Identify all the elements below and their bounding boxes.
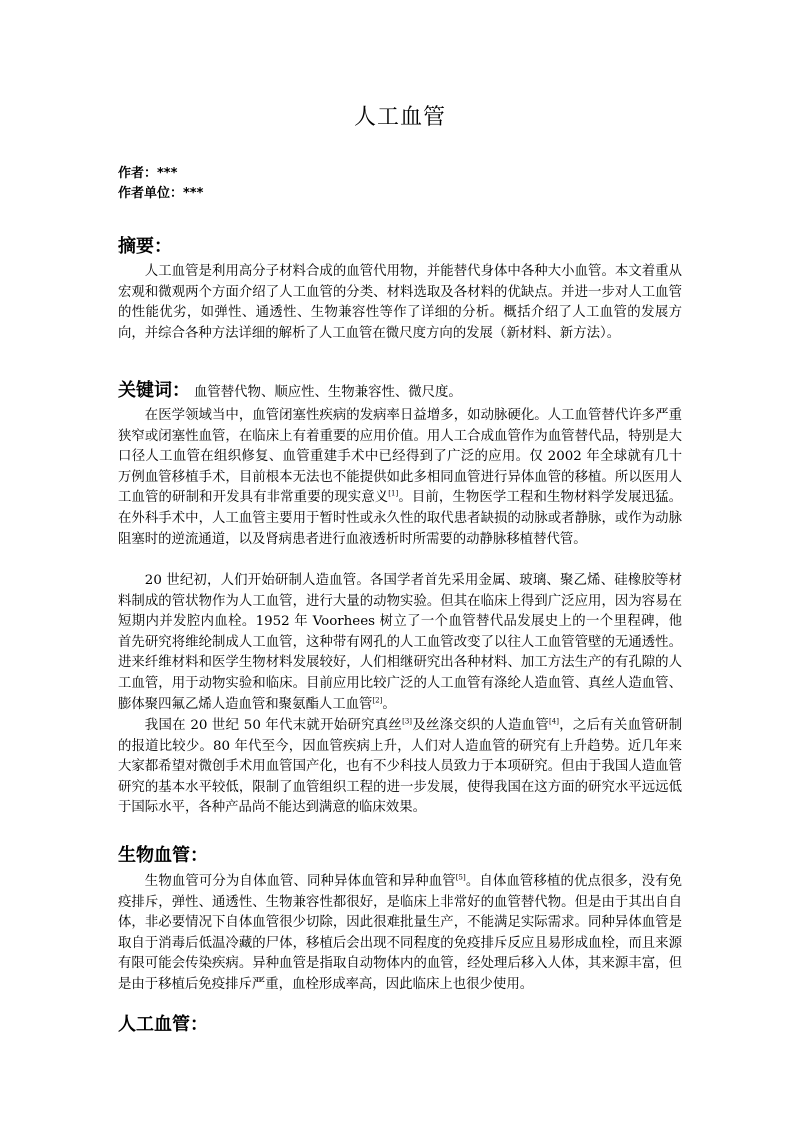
document-title: 人工血管 (353, 105, 446, 130)
keywords-row (118, 376, 682, 402)
citation-ref: [3] (402, 717, 413, 726)
paragraph-text: 在医学领域当中，血管闭塞性疾病的发病率日益增多，如动脉硬化。人工血管替代许多严重狭窄或闭塞性血管，在临床上有着重要的应用价值。用人工合成血管作为血管替代品，特别是大口径人工血管在组织修复、血管重建手术中已经得到了广泛的应用。仅 2002 年全球就有几十万例血管移植手术，目前根本无法也不能提供如此多相同血管进行异体血管的移植。所以医用人工血管的研制和开发具有非常重要的现实意义 (118, 408, 682, 506)
paragraph-text: 。目前，生物医学工程和生物材料学发展迅猛。在外科手术中，人工血管主要用于暂时性或永久性的取代患者缺损的动脉或者静脉，或作为动脉阻塞时的逆流通道，以及肾病患者进行血液透析时所需要的动静脉移植替代管。 (118, 490, 682, 547)
bio-section-heading: 生物血管： (118, 845, 208, 866)
citation-ref: [4] (549, 717, 559, 726)
affiliation-line: 作者单位：*** (118, 186, 204, 201)
citation-ref: [1] (388, 489, 399, 498)
citation-ref: [2] (372, 696, 383, 705)
abstract-heading: 摘要： (118, 236, 172, 257)
paragraph-text: 。自体血管移植的优点很多，没有免疫排斥，弹性、通透性、生物兼容性都很好，是临床上非常好的血管替代物。但是由于其出自自体，非必要情况下自体血管很少切除，因此很难批量生产，不能满足实际需求。同种异体血管是取自于消毒后低温冷藏的尸体，移植后会出现不同程度的免疫排斥反应且易形成血栓，而且来源有限可能会传染疾病。异种血管是指取自动物体内的血管，经处理后移入人体，其来源丰富，但是由于移植后免疫排斥严重，血栓形成率高，因此临床上也很少使用。 (118, 874, 683, 992)
keywords-text: 血管替代物、顺应性、生物兼容性、微尺度。 (194, 385, 462, 400)
paragraph-text: ，之后有关血管研制的报道比较少。80 年代至今，因血管疾病上升，人们对人造血管的研究有上升趋势。近几年来大家都希望对微创手术用血管国产化，也有不少科技人员致力于本项研究。但由于我国人造血管研究的基本水平较低，限制了血管组织工程的进一步发展，使得我国在这方面的研究水平远远低于国际水平，各种产品尚不能达到满意的临床效果。 (118, 718, 682, 816)
bio-section-paragraph (118, 872, 682, 996)
paragraph-text: 。 (382, 696, 396, 712)
intro-paragraph-1 (118, 406, 682, 550)
artificial-section-heading: 人工血管： (118, 1014, 208, 1035)
citation-ref: [5] (455, 873, 466, 882)
paragraph-text: 及丝涤交织的人造血管 (412, 718, 550, 733)
keywords-label: 关键词： (118, 380, 190, 401)
paragraph-text: 20 世纪初，人们开始研制人造血管。各国学者首先采用金属、玻璃、聚乙烯、硅橡胶等材料制成的管状物作为人工血管，进行大量的动物实验。但其在临床上得到广泛应用，因为容易在短期内并发腔内血栓。1952 年 Voorhees 树立了一个血管替代品发展史上的一个里程碑，他首先研究将维纶制成人工血管，这种带有网孔的人工血管改变了以往人工血管管壁的无通透性。进来纤维材料和医学生物材料发展较好，人们相继研究出各种材料、加工方法生产的有孔隙的人工血管，用于动物实验和临床。目前应用比较广泛的人工血管有涤纶人造血管、真丝人造血管、膨体聚四氟乙烯人造血管和聚氨酯人工血管 (118, 573, 682, 712)
paragraph-text: 我国在 20 世纪 50 年代末就开始研究真丝 (144, 718, 403, 733)
intro-paragraph-2 (118, 571, 682, 715)
abstract-paragraph: 人工血管是利用高分子材料合成的血管代用物，并能替代身体中各种大小血管。本文着重从宏观和微观两个方面介绍了人工血管的分类、材料选取及各材料的优缺点。并进一步对人工血管的性能优劣，如弹性、通透性、生物兼容性等作了详细的分析。概括介绍了人工血管的发展方向，并综合各种方法详细的解析了人工血管在微尺度方向的发展（新材料、新方法）。 (118, 264, 682, 341)
author-line: 作者：*** (118, 166, 178, 181)
paragraph-text: 生物血管可分为自体血管、同种异体血管和异种血管 (144, 874, 456, 889)
intro-paragraph-3 (118, 716, 682, 819)
